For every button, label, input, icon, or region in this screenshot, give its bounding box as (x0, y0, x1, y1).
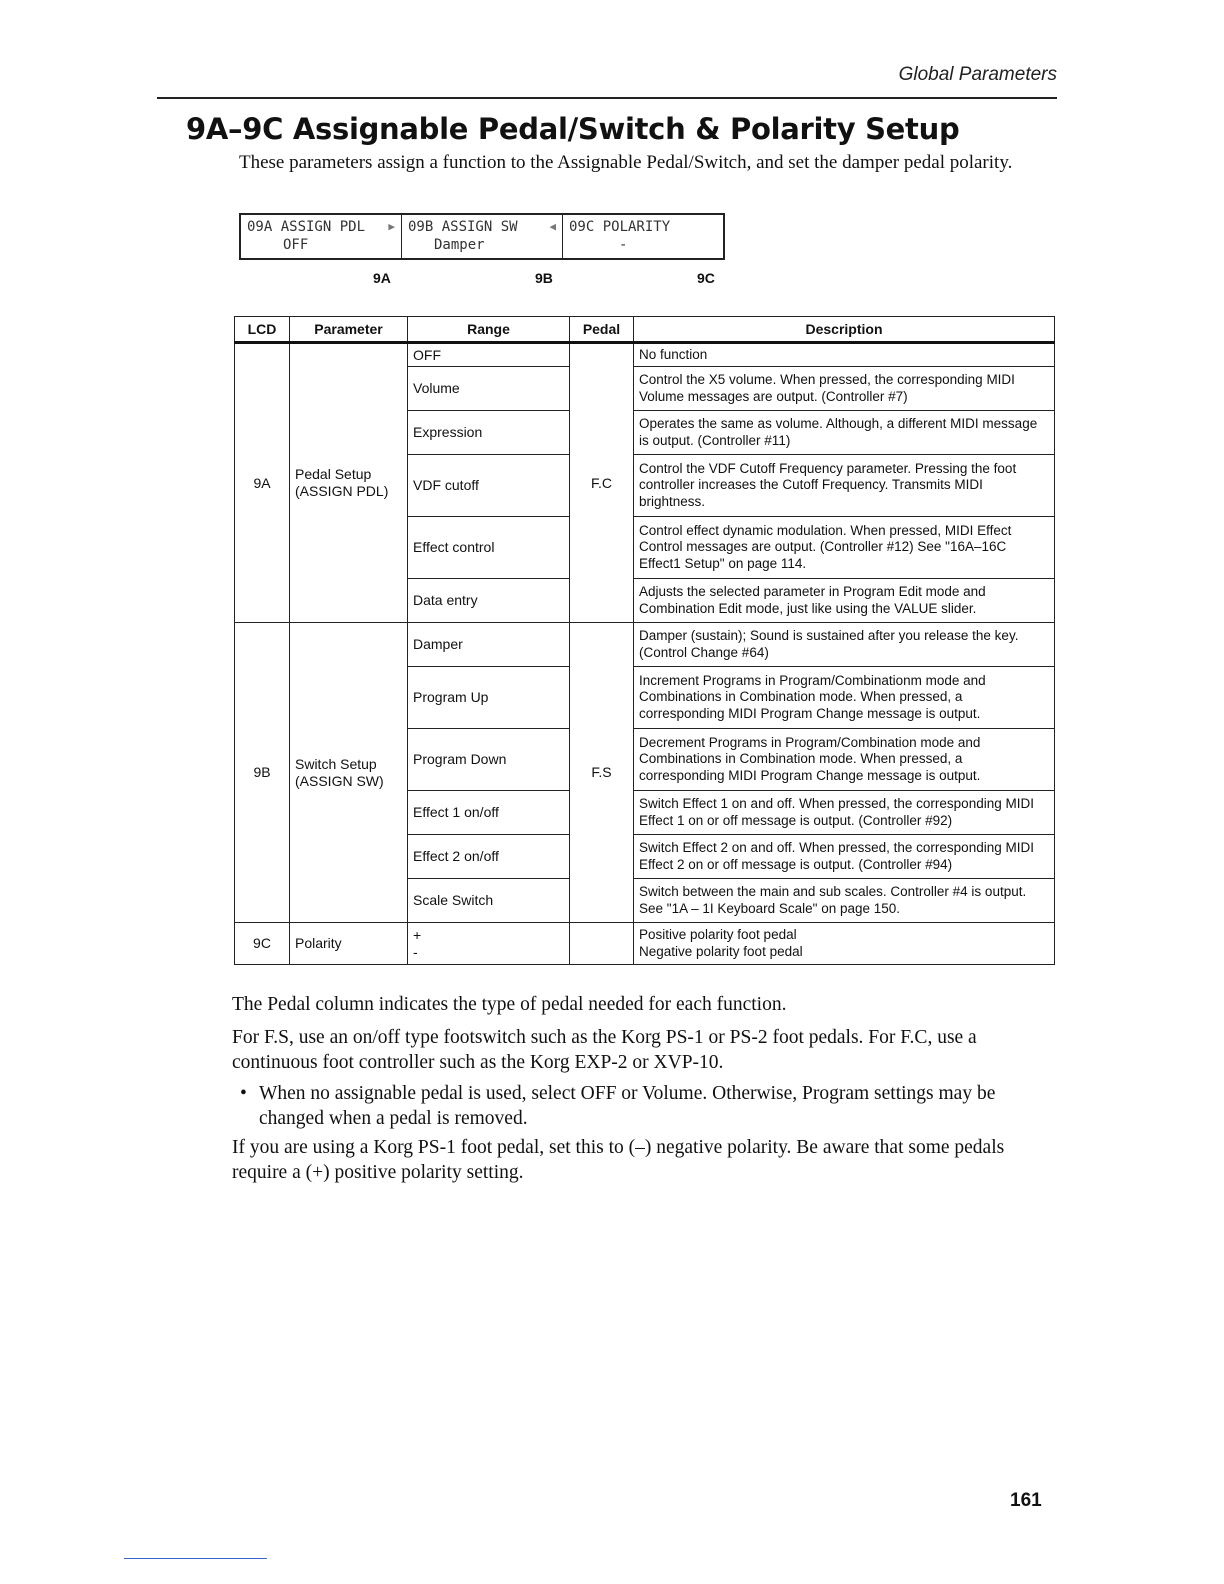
column-header-range: Range (408, 317, 570, 343)
lcd-display (239, 213, 725, 260)
column-header-description: Description (634, 317, 1055, 343)
body-paragraph-2: For F.S, use an on/off type footswitch such as the Korg PS-1 or PS-2 foot pedals. For F.C, use a continuous foot controller such as the Korg EXP-2 or XVP-10. (232, 1027, 977, 1073)
body-paragraph-3: If you are using a Korg PS-1 foot pedal, set this to (–) negative polarity. Be aware that some pedals require a (+) positive polarity setting. (232, 1137, 1005, 1183)
table-row (235, 343, 1055, 367)
column-header-lcd: LCD (235, 317, 290, 343)
table-row (235, 923, 1055, 965)
footer-rule (124, 1558, 267, 1559)
parameter-cell: Pedal Setup (ASSIGN PDL) (290, 343, 408, 623)
description-line: Negative polarity foot pedal (639, 943, 803, 959)
lcd-line2: Damper (434, 237, 485, 253)
range-cell (408, 923, 570, 965)
lcd-left-arrow-icon: ◀ (549, 220, 556, 233)
parameter-table (234, 316, 1055, 965)
description-cell: Control the VDF Cutoff Frequency parameter. Pressing the foot controller increases the Cutoff Frequency. Transmits MIDI brightness. (634, 455, 1055, 517)
range-cell: Effect control (408, 517, 570, 579)
range-cell: Effect 1 on/off (408, 791, 570, 835)
range-cell: VDF cutoff (408, 455, 570, 517)
pedal-cell: F.S (570, 623, 634, 923)
range-cell: Scale Switch (408, 879, 570, 923)
lcd-cell: 9B (235, 623, 290, 923)
column-header-parameter: Parameter (290, 317, 408, 343)
running-header: Global Parameters (898, 64, 1057, 85)
lcd-line2: - (619, 237, 628, 253)
description-cell (634, 923, 1055, 965)
description-cell: Adjusts the selected parameter in Program Edit mode and Combination Edit mode, just like using the VALUE slider. (634, 579, 1055, 623)
range-cell: Data entry (408, 579, 570, 623)
range-line: + (413, 926, 422, 943)
lcd-cell-9a (241, 215, 402, 258)
parameter-cell: Polarity (290, 923, 408, 965)
bullet-text: When no assignable pedal is used, select OFF or Volume. Otherwise, Program settings may be changed when a pedal is removed. (259, 1083, 996, 1129)
pedal-cell (570, 923, 634, 965)
range-line: - (413, 943, 418, 960)
description-line: Positive polarity foot pedal (639, 927, 797, 942)
lcd-line1: 09C POLARITY (569, 219, 671, 235)
table-row (235, 623, 1055, 667)
description-cell: Operates the same as volume. Although, a different MIDI message is output. (Controller #11) (634, 411, 1055, 455)
range-cell: OFF (408, 343, 570, 367)
parameter-cell: Switch Setup (ASSIGN SW) (290, 623, 408, 923)
lcd-label-9a: 9A (373, 270, 391, 286)
lcd-line2: OFF (283, 237, 309, 253)
description-cell: Control effect dynamic modulation. When pressed, MIDI Effect Control messages are output. (Controller #12) See "16A–16C Effect1 Setup" on page 114. (634, 517, 1055, 579)
range-cell: Program Up (408, 667, 570, 729)
description-cell: Decrement Programs in Program/Combination mode and Combinations in Combination mode. When pressed, a corresponding MIDI Program Change message is output. (634, 729, 1055, 791)
range-cell: Program Down (408, 729, 570, 791)
page-number: 161 (1010, 1490, 1042, 1511)
range-cell: Volume (408, 367, 570, 411)
lcd-cell-9c (563, 215, 723, 258)
bullet-item (240, 1081, 1050, 1131)
description-cell: Damper (sustain); Sound is sustained after you release the key. (Control Change #64) (634, 623, 1055, 667)
lcd-cell-9b (402, 215, 563, 258)
description-cell: Switch between the main and sub scales. Controller #4 is output. See "1A – 1I Keyboard Scale" on page 150. (634, 879, 1055, 923)
description-cell: Switch Effect 2 on and off. When pressed, the corresponding MIDI Effect 2 on or off message is output. (Controller #94) (634, 835, 1055, 879)
column-header-pedal: Pedal (570, 317, 634, 343)
lcd-label-9b: 9B (535, 270, 553, 286)
bullet-icon: • (240, 1083, 247, 1104)
lcd-cell: 9C (235, 923, 290, 965)
lcd-label-9c: 9C (697, 270, 715, 286)
table-header-row (235, 317, 1055, 343)
section-title: 9A–9C Assignable Pedal/Switch & Polarity Setup (186, 112, 960, 146)
description-cell: No function (634, 343, 1055, 367)
range-cell: Damper (408, 623, 570, 667)
header-rule (157, 97, 1057, 99)
lcd-cell: 9A (235, 343, 290, 623)
description-cell: Control the X5 volume. When pressed, the corresponding MIDI Volume messages are output. (Controller #7) (634, 367, 1055, 411)
range-cell: Effect 2 on/off (408, 835, 570, 879)
range-cell: Expression (408, 411, 570, 455)
intro-paragraph: These parameters assign a function to the Assignable Pedal/Switch, and set the damper pedal polarity. (239, 152, 1013, 173)
body-paragraph-1: The Pedal column indicates the type of pedal needed for each function. (232, 994, 787, 1015)
description-cell: Switch Effect 1 on and off. When pressed, the corresponding MIDI Effect 1 on or off message is output. (Controller #92) (634, 791, 1055, 835)
lcd-line1: 09B ASSIGN SW (408, 219, 518, 235)
lcd-line1: 09A ASSIGN PDL (247, 219, 366, 235)
description-cell: Increment Programs in Program/Combinationm mode and Combinations in Combination mode. When pressed, a corresponding MIDI Program Change message is output. (634, 667, 1055, 729)
lcd-right-arrow-icon: ▶ (388, 220, 395, 233)
pedal-cell: F.C (570, 343, 634, 623)
